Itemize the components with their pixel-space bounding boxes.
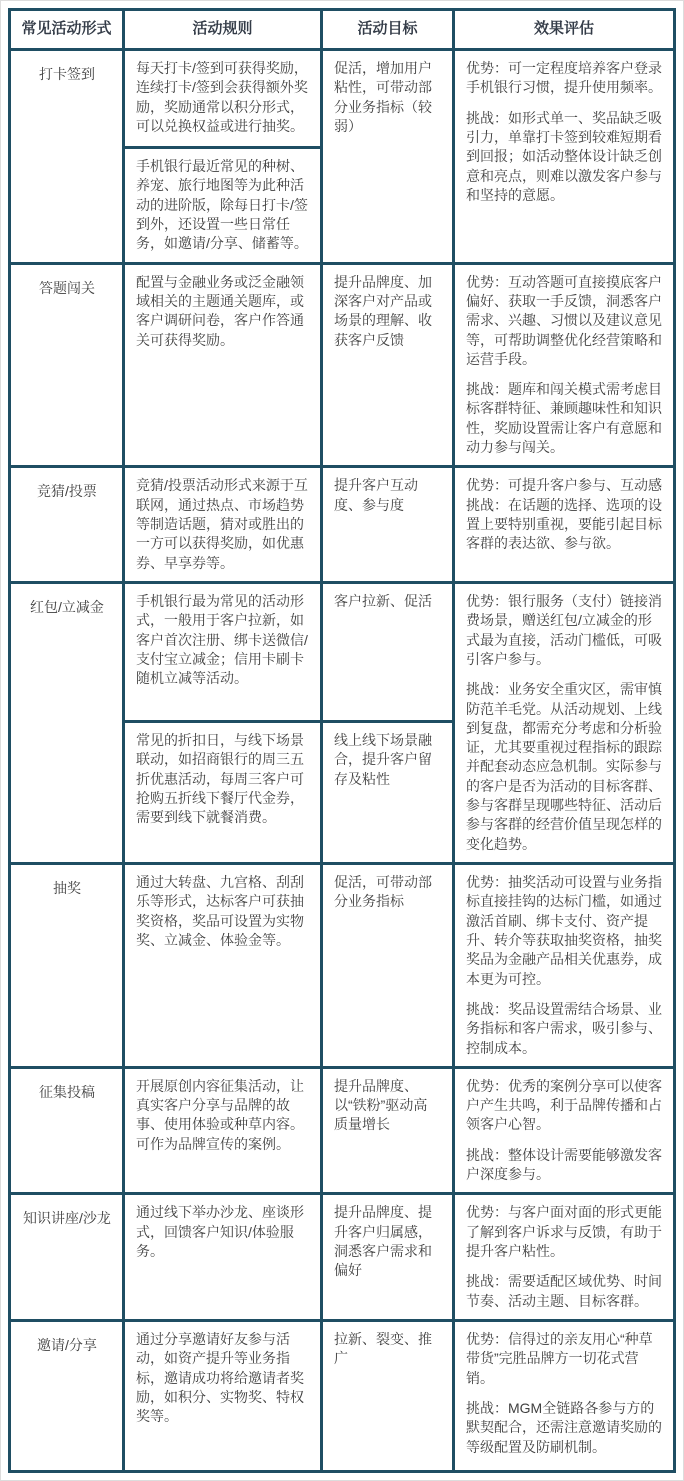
table-row — [11, 1066, 673, 1193]
goal-cell: 促活，可带动部分业务指标 — [320, 865, 452, 1066]
goal-cell — [320, 584, 452, 862]
advantage-text: 优势：与客户面对面的形式更能了解到客户诉求与反馈，有助于提升客户粘性。 — [466, 1204, 662, 1259]
challenge-text: 挑战：题库和闯关模式需考虑目标客群特征、兼顾趣味性和知识性，奖励设置需让客户有意愿和动力参与闯关。 — [466, 381, 662, 456]
form-cell: 答题闯关 — [39, 279, 95, 296]
rules-cell: 通过大转盘、九宫格、刮刮乐等形式，达标客户可获抽奖资格，奖品可设置为实物奖、立减金、体验金等。 — [122, 865, 320, 1066]
table-row — [11, 581, 673, 862]
form-cell: 红包/立减金 — [30, 598, 104, 615]
column-header-goal: 活动目标 — [320, 11, 452, 48]
table-header-row — [11, 11, 673, 48]
advantage-text: 优势：抽奖活动可设置与业务指标直接挂钩的达标门槛，如通过激活首刷、绑卡支付、资产提升、转介等获取抽奖资格，抽奖奖品为金融产品相关优惠券，成本更为可控。 — [466, 874, 662, 987]
table-row — [11, 48, 673, 262]
rules-cell: 配置与金融业务或泛金融领域相关的主题通关题库，或客户调研问卷，客户作答通关可获得奖励。 — [122, 265, 320, 466]
activity-table — [8, 8, 676, 1473]
goal-cell: 提升品牌度、提升客户归属感，洞悉客户需求和偏好 — [320, 1195, 452, 1319]
evaluation-cell — [452, 1069, 673, 1193]
form-cell: 征集投稿 — [39, 1083, 95, 1100]
advantage-text: 优势：互动答题可直接摸底客户偏好、获取一手反馈，洞悉客户需求、兴趣、习惯以及建议意见等，可帮助调整优化经营策略和运营手段。 — [466, 273, 662, 367]
form-cell: 知识讲座/沙龙 — [23, 1210, 111, 1227]
form-cell: 抽奖 — [53, 880, 81, 896]
goal-text: 线上线下场景融合，提升客户留存及粘性 — [323, 720, 452, 862]
table-row — [11, 262, 673, 466]
rule-text: 手机银行最为常见的活动形式，一般用于客户拉新，如客户首次注册、绑卡送微信/支付宝立减金；信用卡刷卡随机立减等活动。 — [136, 592, 308, 687]
advantage-text: 优势：优秀的案例分享可以使客户产生共鸣，利于品牌传播和占领客户心智。 — [466, 1077, 662, 1133]
rule-text: 常见的折扣日，与线下场景联动，如招商银行的周三五折优惠活动，每周三客户可抢购五折线下餐厅代金券，需要到线下就餐消费。 — [125, 720, 320, 862]
challenge-text: 挑战：业务安全重灾区，需审慎防范羊毛党。从活动规划、上线到复盘，都需充分考虑和分析验证，尤其要重视过程指标的跟踪并配套动态应急机制。实际参与的客户是否为活动的目标客群、参与客群呈现哪些特征、活动后参与客群的经营价值呈现怎样的变化趋势。 — [466, 681, 662, 852]
form-cell: 竞猜/投票 — [37, 483, 97, 500]
table-row — [11, 465, 673, 581]
evaluation-cell — [452, 865, 673, 1066]
evaluation-cell — [452, 265, 673, 466]
rules-cell — [122, 51, 320, 262]
goal-cell: 提升客户互动度、参与度 — [320, 468, 452, 581]
goal-cell: 拉新、裂变、推广 — [320, 1322, 452, 1470]
column-header-evaluation: 效果评估 — [452, 11, 673, 48]
rules-cell: 通过线下举办沙龙、座谈形式，回馈客户知识/体验服务。 — [122, 1195, 320, 1319]
evaluation-cell — [452, 1195, 673, 1319]
advantage-text: 优势：银行服务（支付）链接消费场景，赠送红包/立减金的形式最为直接，活动门槛低，可吸引客户参与。 — [466, 592, 662, 667]
form-cell: 打卡签到 — [39, 66, 95, 82]
rule-text: 手机银行最近常见的种树、养宠、旅行地图等为此种活动的进阶版，除每日打卡/签到外，还设置一些日常任务，如邀请/分享、储蓄等。 — [125, 146, 320, 262]
form-cell: 邀请/分享 — [37, 1336, 97, 1353]
table-row — [11, 1319, 673, 1470]
challenge-text: 挑战：MGM全链路各参与方的默契配合，还需注意邀请奖励的等级配置及防刷机制。 — [466, 1399, 662, 1455]
challenge-text: 挑战：奖品设置需结合场景、业务指标和客户需求，吸引参与、控制成本。 — [466, 1000, 662, 1056]
advantage-text: 优势：可一定程度培养客户登录手机银行习惯，提升使用频率。 — [466, 60, 662, 96]
challenge-text: 挑战：整体设计需要能够激发客户深度参与。 — [466, 1146, 662, 1183]
rules-cell — [122, 584, 320, 862]
advantage-text: 优势：信得过的亲友用心“种草带货”完胜品牌方一切花式营销。 — [466, 1330, 653, 1386]
rules-cell: 通过分享邀请好友参与活动，如资产提升等业务指标，邀请成功将给邀请者奖励，如积分、实物奖、特权奖等。 — [122, 1322, 320, 1470]
goal-cell: 提升品牌度、以“铁粉”驱动高质量增长 — [320, 1069, 452, 1193]
goal-cell: 促活，增加用户粘性，可带动部分业务指标（较弱） — [320, 51, 452, 262]
goal-cell: 提升品牌度、加深客户对产品或场景的理解、收获客户反馈 — [320, 265, 452, 466]
challenge-text: 挑战：需要适配区域优势、时间节奏、活动主题、目标客群。 — [466, 1273, 662, 1309]
rule-text: 每天打卡/签到可获得奖励，连续打卡/签到会获得额外奖励，奖励通常以积分形式，可以兑换权益或进行抽奖。 — [136, 60, 308, 134]
rules-cell: 竞猜/投票活动形式来源于互联网，通过热点、市场趋势等制造话题，猜对或胜出的一方可以获得奖励，如优惠券、早享券等。 — [122, 468, 320, 581]
evaluation-cell — [452, 468, 673, 581]
evaluation-cell — [452, 51, 673, 262]
column-header-rules: 活动规则 — [122, 11, 320, 48]
advantage-text: 优势：可提升客户参与、互动感 — [466, 477, 662, 494]
column-header-form: 常见活动形式 — [21, 20, 112, 38]
rules-cell: 开展原创内容征集活动，让真实客户分享与品牌的故事、使用体验或种草内容。可作为品牌宣传的案例。 — [122, 1069, 320, 1193]
table-row — [11, 862, 673, 1066]
goal-text: 客户拉新、促活 — [334, 592, 432, 609]
evaluation-cell — [452, 584, 673, 862]
challenge-text: 挑战：如形式单一、奖品缺乏吸引力，单靠打卡签到较难短期看到回报；如活动整体设计缺乏创意和亮点，则难以激发客户参与和坚持的意愿。 — [466, 109, 662, 203]
challenge-text: 挑战：在话题的选择、选项的设置上要特别重视，要能引起目标客群的表达欲、参与欲。 — [466, 496, 662, 552]
table-row — [11, 1192, 673, 1319]
